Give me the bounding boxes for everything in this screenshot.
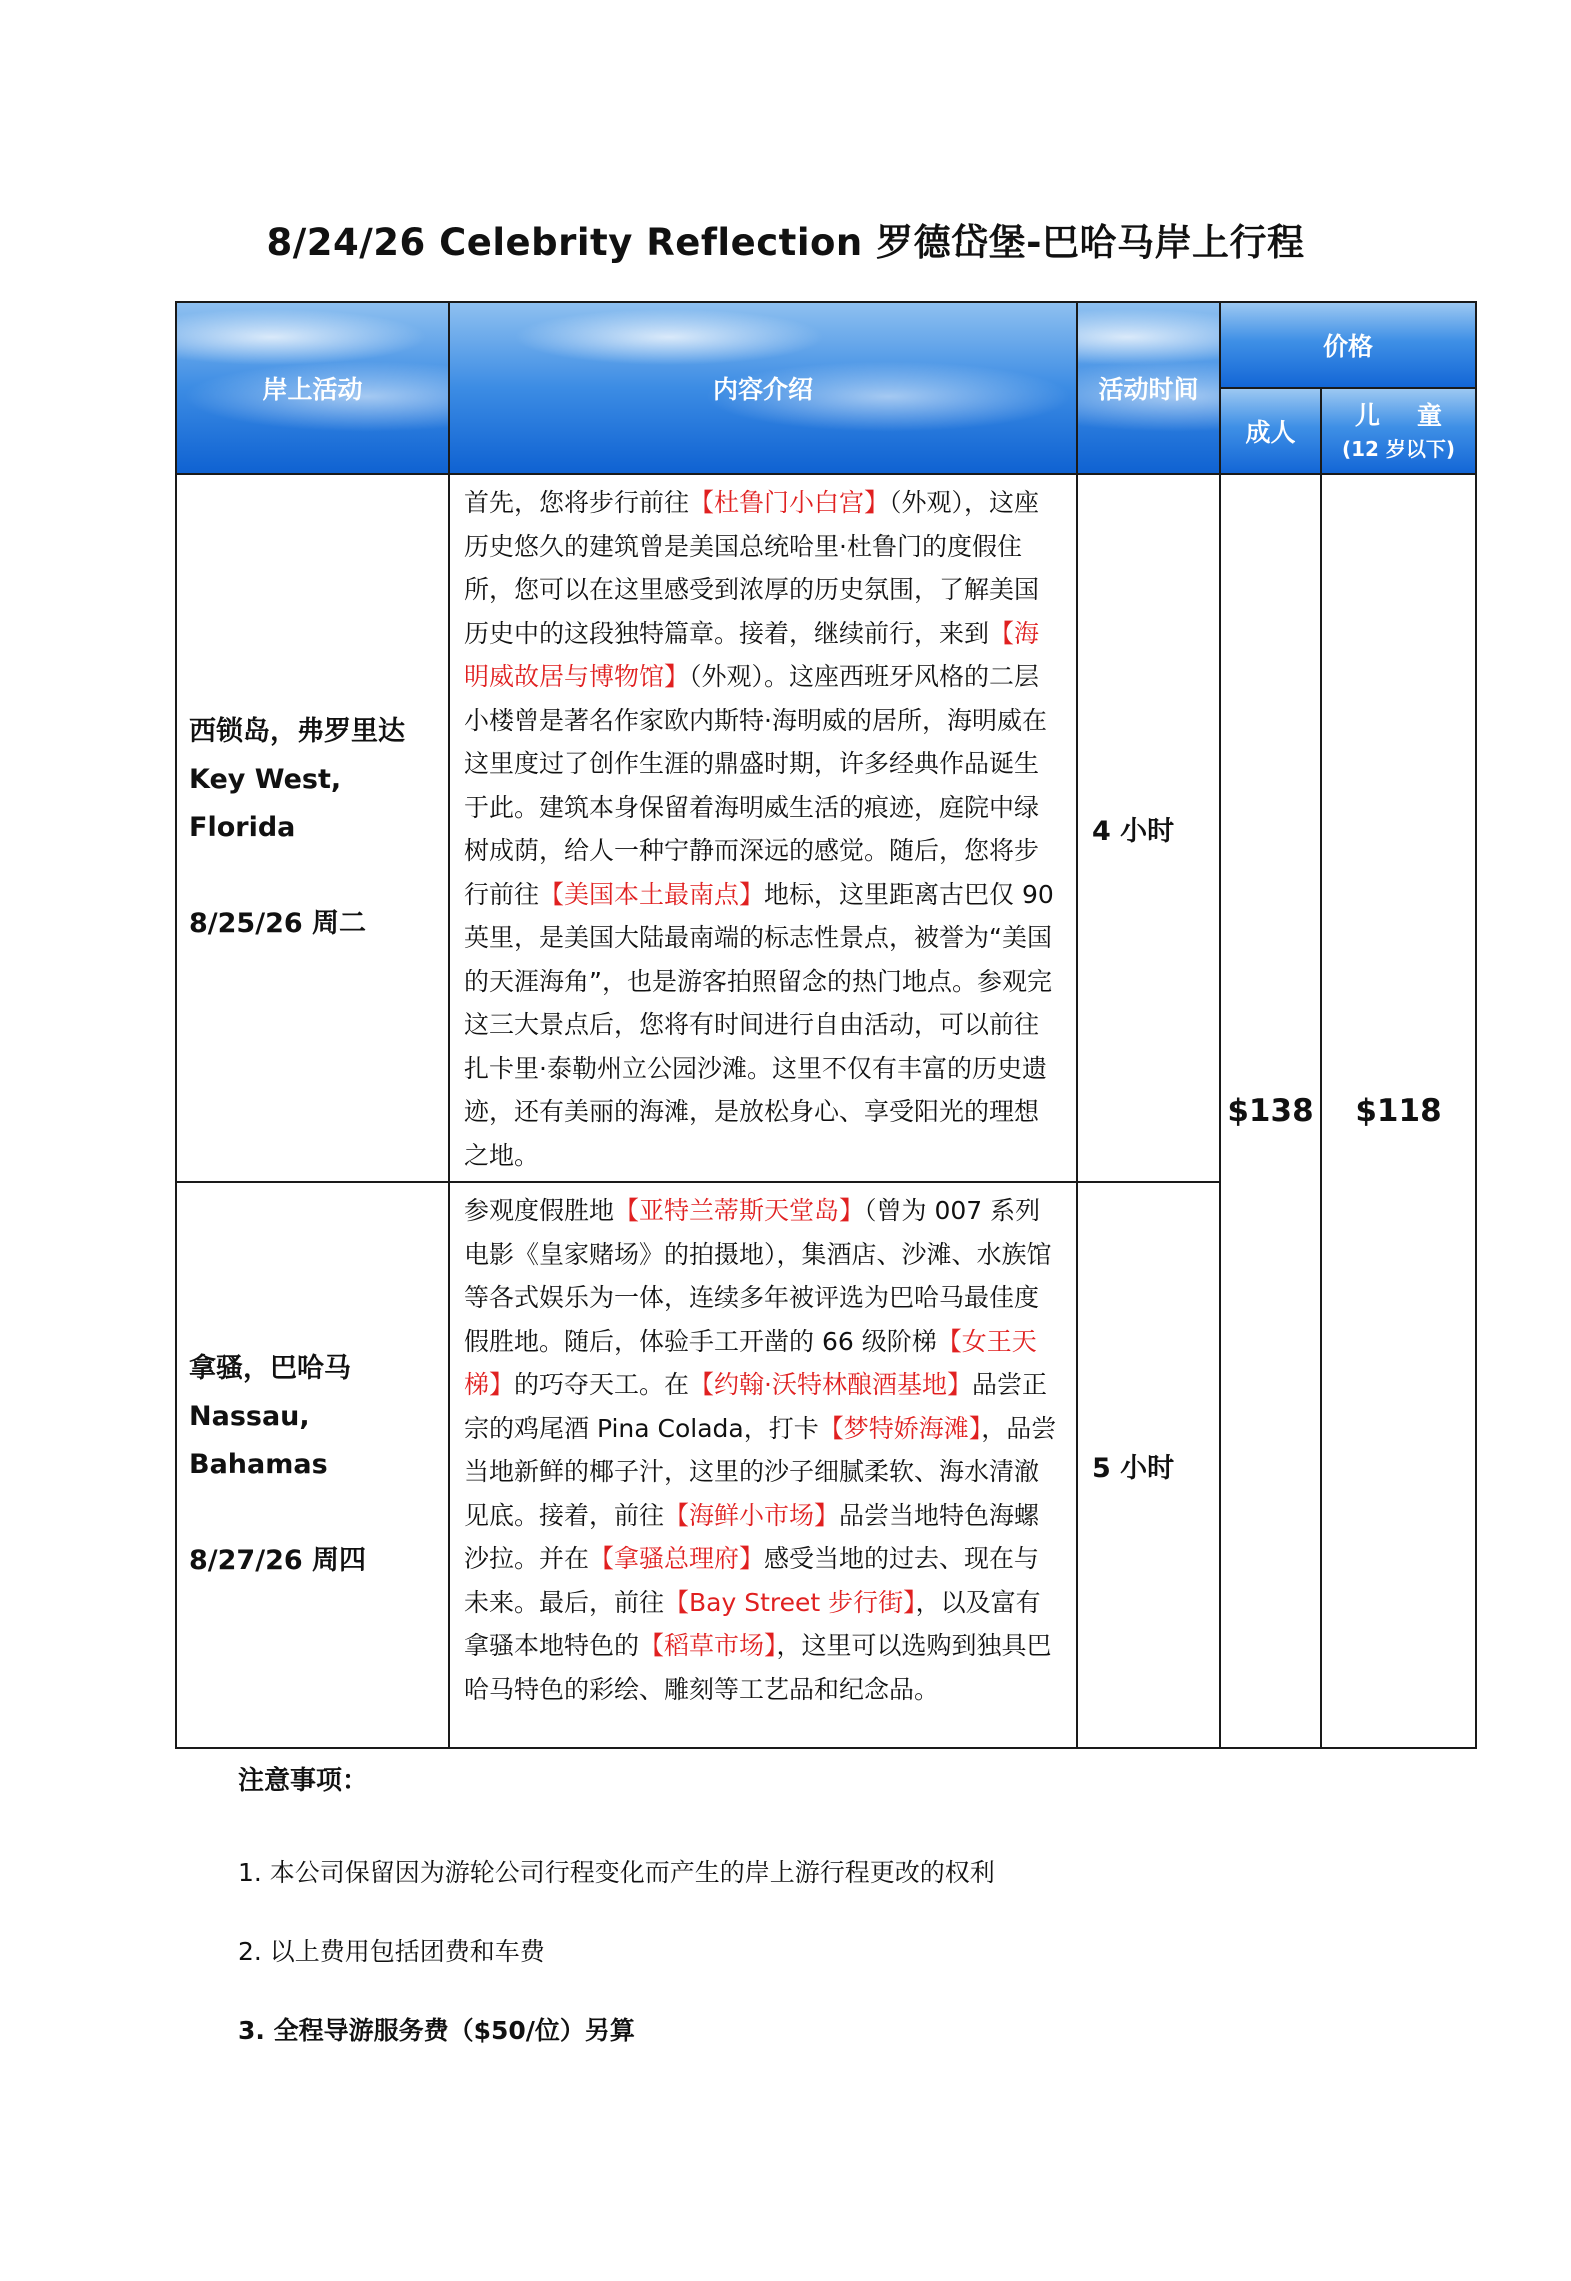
desc-segment: 感受当地的过去、现在与未来。最后，前往	[464, 1544, 1040, 1617]
header-description: 内容介绍	[449, 302, 1077, 474]
note-item: 2. 以上费用包括团费和车费	[238, 1937, 545, 1966]
desc-segment: ，品尝当地新鲜的椰子汁，这里的沙子细腻柔软、海水清澈见底。接着，前往	[464, 1413, 1057, 1530]
highlight-attraction: 【拿骚总理府】	[589, 1544, 765, 1573]
location-cell	[176, 1182, 449, 1748]
page-title: 8/24/26 Celebrity Reflection 罗德岱堡-巴哈马岸上行程	[266, 221, 1305, 264]
note-item: 3. 全程导游服务费（$50/位）另算	[238, 2016, 635, 2045]
itinerary-table	[175, 301, 1477, 1749]
header-activity: 岸上活动	[176, 302, 449, 474]
tour-date: 8/27/26 周四	[189, 1545, 367, 1576]
location-en: Key West, Florida	[189, 764, 342, 843]
desc-segment: 的巧夺天工。在	[514, 1370, 690, 1399]
location-cn: 西锁岛，弗罗里达	[189, 716, 405, 747]
highlight-attraction: 【海明威故居与博物馆】	[464, 618, 1040, 691]
desc-segment: ，这里可以选购到独具巴哈马特色的彩绘、雕刻等工艺品和纪念品。	[464, 1631, 1052, 1704]
highlight-attraction: 【稻草市场】	[639, 1631, 777, 1660]
header-price: 价格	[1220, 302, 1476, 388]
highlight-attraction: 【女王天梯】	[464, 1326, 1037, 1399]
notes-section	[238, 1760, 995, 2090]
desc-segment: （曾为 007 系列电影《皇家赌场》的拍摄地），集酒店、沙滩、水族馆等各式娱乐为一体，连续多年被评选为巴哈马最佳度假胜地。随后，体验手工开凿的 66 级阶梯	[464, 1196, 1052, 1356]
desc-segment: ，以及富有拿骚本地特色的	[464, 1587, 1041, 1660]
tour-date: 8/25/26 周二	[189, 908, 367, 939]
highlight-attraction: 【杜鲁门小白宫】	[689, 488, 890, 517]
desc-segment: 地标，这里距离古巴仅 90 英里，是美国大陆最南端的标志性景点，被誉为“美国的天涯海角”，也是游客拍照留念的热门地点。参观完这三大景点后，您将有时间进行自由活动，可以前往扎卡里·泰勒州立公园沙滩。这里不仅有丰富的历史遗迹，还有美丽的海滩，是放松身心、享受阳光的理想之地。	[464, 879, 1054, 1170]
desc-segment: 品尝正宗的鸡尾酒 Pina Colada，打卡	[464, 1370, 1047, 1443]
highlight-attraction: 【约翰·沃特林酿酒基地】	[689, 1370, 972, 1399]
desc-segment: 品尝当地特色海螺沙拉。并在	[464, 1500, 1040, 1573]
location-cell	[176, 474, 449, 1182]
highlight-attraction: 【美国本土最南点】	[539, 879, 765, 909]
duration-cell: 5 小时	[1077, 1182, 1220, 1748]
highlight-attraction: 【梦特娇海滩】	[818, 1413, 982, 1443]
location-en: Nassau, Bahamas	[189, 1401, 328, 1480]
header-duration: 活动时间	[1077, 302, 1220, 474]
desc-segment: 首先，您将步行前往	[464, 488, 690, 517]
child-price: $118	[1321, 474, 1476, 1748]
highlight-attraction: 【Bay Street 步行街】	[664, 1587, 916, 1617]
duration-cell: 4 小时	[1077, 474, 1220, 1182]
desc-segment: （外观），这座历史悠久的建筑曾是美国总统哈里·杜鲁门的度假住所，您可以在这里感受到浓厚的历史氛围，了解美国历史中的这段独特篇章。接着，继续前行，来到	[464, 488, 1040, 648]
header-adult: 成人	[1220, 388, 1321, 474]
adult-price: $138	[1220, 474, 1321, 1748]
desc-segment: （外观）。这座西班牙风格的二层小楼曾是著名作家欧内斯特·海明威的居所，海明威在这里度过了创作生涯的鼎盛时期，许多经典作品诞生于此。建筑本身保留着海明威生活的痕迹，庭院中绿树成荫，给人一种宁静而深远的感觉。随后，您将步行前往	[464, 662, 1047, 909]
header-child-note: (12 岁以下)	[1341, 437, 1456, 461]
note-item: 1. 本公司保留因为游轮公司行程变化而产生的岸上游行程更改的权利	[238, 1858, 995, 1887]
table-row	[176, 474, 1476, 1182]
location-cn: 拿骚，巴哈马	[189, 1353, 351, 1384]
header-child-char-2: 童	[1416, 401, 1442, 430]
description-cell	[449, 474, 1077, 1182]
desc-segment: 参观度假胜地	[464, 1196, 615, 1225]
highlight-attraction: 【亚特兰蒂斯天堂岛】	[614, 1196, 865, 1225]
highlight-attraction: 【海鲜小市场】	[664, 1500, 840, 1530]
header-child-char-1: 儿	[1354, 401, 1380, 430]
description-cell	[449, 1182, 1077, 1748]
header-child	[1321, 388, 1476, 474]
notes-heading: 注意事项：	[238, 1766, 369, 1796]
